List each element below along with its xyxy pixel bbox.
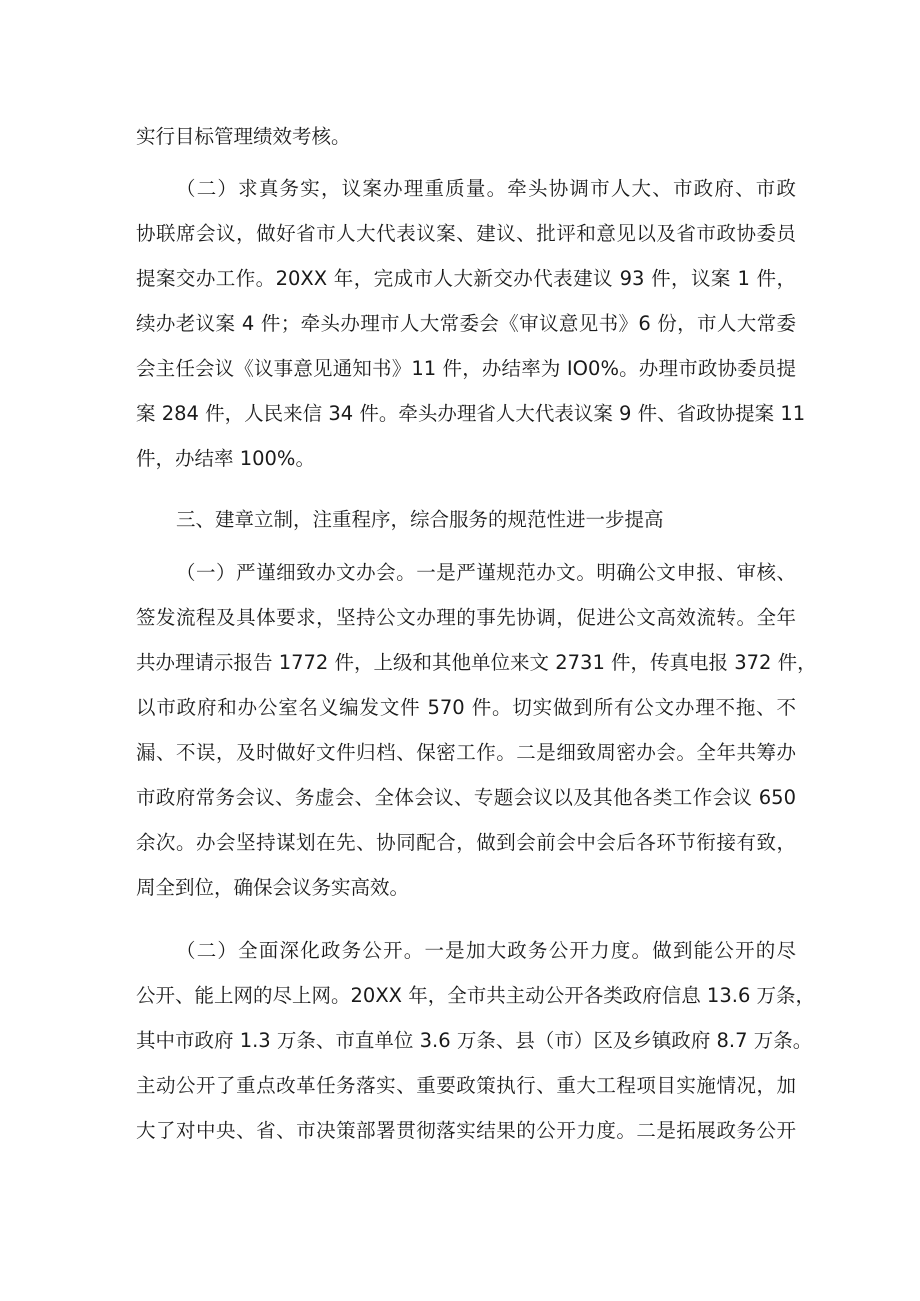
text-line: 以市政府和办公室名义编发文件 570 件。切实做到所有公文办理不拖、不 [136, 696, 796, 719]
paragraph-first-line: （二）全面深化政务公开。一是加大政务公开力度。做到能公开的尽 [176, 939, 796, 962]
text-line: 大了对中央、省、市决策部署贯彻落实结果的公开力度。二是拓展政务公开 [136, 1119, 796, 1142]
text-line: 共办理请示报告 1772 件，上级和其他单位来文 2731 件，传真电报 372 件， [136, 651, 817, 674]
text-line: 公开、能上网的尽上网。20XX 年，全市共主动公开各类政府信息 13.6 万条， [136, 984, 816, 1007]
text-line: 案 284 件，人民来信 34 件。牵头办理省人大代表议案 9 件、省政协提案 11 [136, 402, 806, 425]
text-line: 漏、不误，及时做好文件归档、保密工作。二是细致周密办会。全年共筹办 [136, 741, 796, 764]
text-line: 件，办结率 100%。 [136, 447, 315, 470]
text-line: 主动公开了重点改革任务落实、重要政策执行、重大工程项目实施情况，加 [136, 1074, 796, 1097]
paragraph-first-line: （一）严谨细致办文办会。一是严谨规范办文。明确公文申报、审核、 [176, 561, 796, 584]
text-line: 其中市政府 1.3 万条、市直单位 3.6 万条、县（市）区及乡镇政府 8.7 万条。 [136, 1029, 813, 1052]
section-heading: 三、建章立制，注重程序，综合服务的规范性进一步提高 [176, 508, 664, 531]
text-line: 周全到位，确保会议务实高效。 [136, 876, 410, 899]
text-line: 续办老议案 4 件；牵头办理市人大常委会《审议意见书》6 份，市人大常委 [136, 312, 796, 335]
text-line: 余次。办会坚持谋划在先、协同配合，做到会前会中会后各环节衔接有致， [136, 831, 796, 854]
paragraph-first-line: （二）求真务实，议案办理重质量。牵头协调市人大、市政府、市政 [176, 177, 796, 200]
text-line: 市政府常务会议、务虚会、全体会议、专题会议以及其他各类工作会议 650 [136, 786, 796, 809]
text-line: 实行目标管理绩效考核。 [136, 125, 351, 148]
text-line: 协联席会议，做好省市人大代表议案、建议、批评和意见以及省市政协委员 [136, 222, 796, 245]
text-line: 签发流程及具体要求，坚持公文办理的事先协调，促进公文高效流转。全年 [136, 606, 796, 629]
text-line: 提案交办工作。20XX 年，完成市人大新交办代表建议 93 件，议案 1 件， [136, 267, 796, 290]
text-line: 会主任会议《议事意见通知书》11 件，办结率为 IO0%。办理市政协委员提 [136, 357, 796, 380]
